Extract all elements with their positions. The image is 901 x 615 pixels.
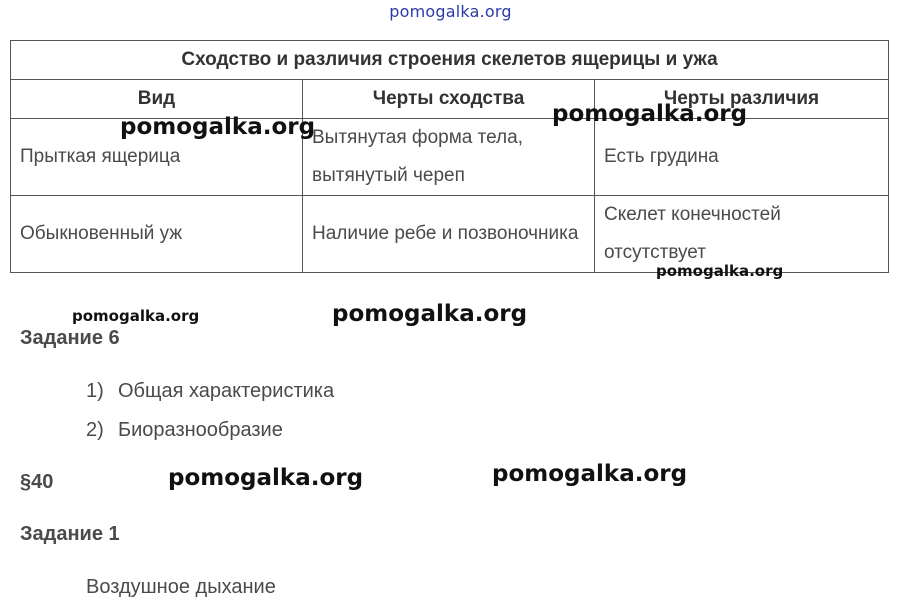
watermark: pomogalka.org <box>120 114 316 140</box>
task-6-heading: Задание 6 <box>20 327 120 349</box>
watermark: pomogalka.org <box>72 307 200 325</box>
watermark: pomogalka.org <box>656 262 784 280</box>
table-cell: Прыткая ящерица <box>11 119 303 196</box>
list-item-number: 1) <box>86 380 104 402</box>
list-item <box>86 419 283 442</box>
table-title-row <box>11 41 889 80</box>
list-item <box>86 380 334 403</box>
column-header-similarities: Черты сходства <box>303 80 595 119</box>
table-header-row <box>11 80 889 119</box>
list-item-text: Биоразнообразие <box>118 419 283 441</box>
table-cell: Обыкновенный уж <box>11 196 303 273</box>
watermark-top: pomogalka.org <box>389 2 512 21</box>
section-heading: §40 <box>20 471 54 493</box>
task-1-heading: Задание 1 <box>20 523 120 545</box>
column-header-species: Вид <box>11 80 303 119</box>
table-row <box>11 196 889 273</box>
watermark: pomogalka.org <box>332 301 528 327</box>
table-cell: Скелет конечностей отсутствует <box>595 196 889 273</box>
task-1-answer: Воздушное дыхание <box>86 576 276 598</box>
watermark: pomogalka.org <box>552 101 748 127</box>
skeleton-comparison-table <box>10 40 889 273</box>
table-cell: Есть грудина <box>595 119 889 196</box>
column-header-differences: Черты различия <box>595 80 889 119</box>
table-cell: Вытянутая форма тела, вытянутый череп <box>303 119 595 196</box>
list-item-number: 2) <box>86 419 104 441</box>
watermark: pomogalka.org <box>168 465 364 491</box>
watermark: pomogalka.org <box>492 461 688 487</box>
table-title: Сходство и различия строения скелетов ящерицы и ужа <box>11 41 889 80</box>
list-item-text: Общая характеристика <box>118 380 335 402</box>
table-cell: Наличие ребе и позвоночника <box>303 196 595 273</box>
